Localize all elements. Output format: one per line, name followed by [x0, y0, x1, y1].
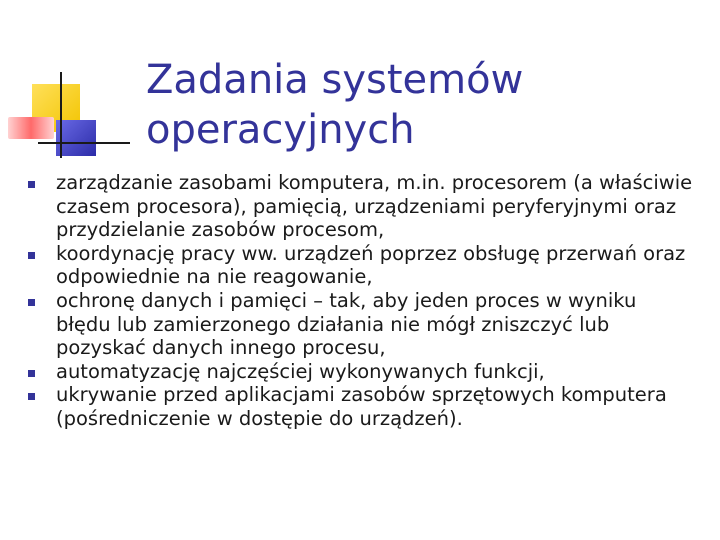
vertical-line — [60, 72, 62, 158]
horizontal-line — [38, 142, 130, 144]
bullet-item — [26, 289, 696, 360]
bullet-text: ochronę danych i pamięci – tak, aby jeden proces w wyniku błędu lub zamierzonego działania nie mógł zniszczyć lub pozyskać danych innego procesu, — [56, 288, 637, 360]
square-bullet-icon — [28, 370, 35, 377]
square-bullet-icon — [28, 252, 35, 259]
bullet-item — [26, 171, 696, 242]
colored-squares-logo-icon — [0, 0, 140, 170]
bullet-item — [26, 383, 696, 430]
bullet-text: automatyzację najczęściej wykonywanych funkcji, — [56, 359, 545, 383]
bullet-text: zarządzanie zasobami komputera, m.in. procesorem (a właściwie czasem procesora), pamięcią, urządzeniami peryferyjnymi oraz przydzielanie zasobów procesom, — [56, 171, 693, 242]
bullet-item — [26, 360, 696, 384]
square-bullet-icon — [28, 299, 35, 306]
slide-title — [146, 55, 686, 155]
red-bar — [8, 117, 54, 139]
bullet-text: koordynację pracy ww. urządzeń poprzez obsługę przerwań oraz odpowiednie na nie reagowanie, — [56, 241, 686, 289]
bullet-list — [26, 171, 696, 431]
blue-square — [56, 120, 96, 156]
slide-title-line-1: Zadania systemów — [146, 56, 524, 103]
slide-title-line-2: operacyjnych — [146, 106, 415, 153]
bullet-text: ukrywanie przed aplikacjami zasobów sprzętowych komputera (pośredniczenie w dostępie do urządzeń). — [56, 383, 667, 430]
square-bullet-icon — [28, 181, 35, 188]
bullet-item — [26, 242, 696, 289]
square-bullet-icon — [28, 393, 35, 400]
